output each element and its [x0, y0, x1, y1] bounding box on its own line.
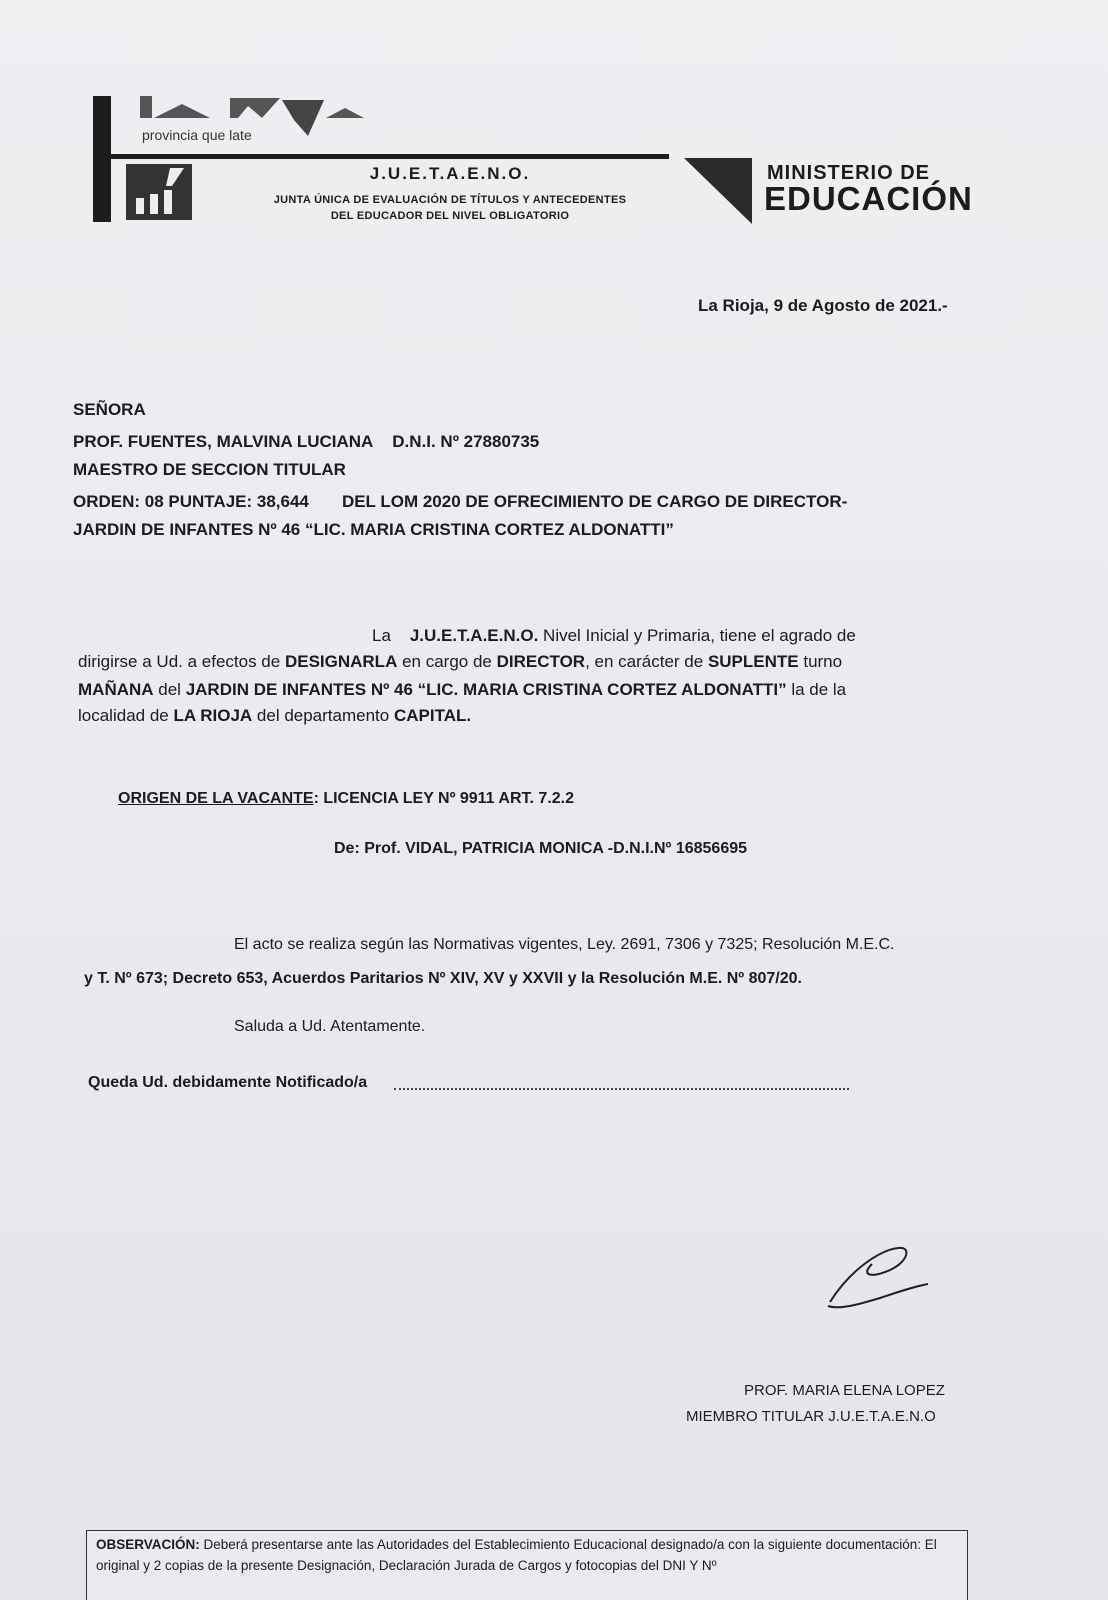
notified-label: Queda Ud. debidamente Notificado/a — [88, 1074, 368, 1091]
body-text: , en carácter de — [585, 652, 708, 671]
recipient-order: ORDEN: 08 PUNTAJE: 38,644 — [73, 492, 309, 511]
header-bar — [93, 96, 111, 222]
body-text: turno — [798, 652, 843, 671]
body-text-bold: LA RIOJA — [173, 706, 253, 725]
normative-line1: El acto se realiza según las Normativas vigentes, Ley. 2691, 7306 y 7325; Resolución M.E.C. — [234, 936, 895, 953]
recipient-name: PROF. FUENTES, MALVINA LUCIANA — [73, 432, 374, 451]
org-acronym: J.U.E.T.A.E.N.O. — [369, 164, 531, 183]
recipient-salutation: SEÑORA — [73, 400, 146, 419]
body-text: la de la — [786, 680, 847, 699]
juetaeno-emblem — [126, 164, 192, 220]
header-rule — [111, 154, 669, 159]
body-line-3 — [78, 680, 968, 700]
signatory-role: MIEMBRO TITULAR J.U.E.T.A.E.N.O — [686, 1408, 936, 1425]
body-text-bold: MAÑANA — [78, 680, 154, 699]
document-date: La Rioja, 9 de Agosto de 2021.- — [698, 296, 948, 315]
body-text: La — [372, 626, 391, 645]
org-full-name-line1: JUNTA ÚNICA DE EVALUACIÓN DE TÍTULOS Y ANTECEDENTES — [273, 194, 627, 206]
body-text-bold: J.U.E.T.A.E.N.O. — [409, 626, 539, 645]
recipient-dni: D.N.I. Nº 27880735 — [392, 432, 540, 451]
body-text: localidad de — [78, 706, 174, 725]
vacancy-from: De: Prof. VIDAL, PATRICIA MONICA -D.N.I.Nº 16856695 — [334, 840, 748, 857]
ministry-logo-shape — [684, 158, 756, 224]
body-text-bold: DESIGNARLA — [284, 652, 398, 671]
observation-label: OBSERVACIÓN: — [96, 1537, 200, 1552]
signatory-name: PROF. MARIA ELENA LOPEZ — [744, 1382, 945, 1399]
body-line-4 — [78, 706, 968, 726]
recipient-order-line — [73, 492, 847, 512]
vacancy-value: : LICENCIA LEY Nº 9911 ART. 7.2.2 — [313, 790, 575, 807]
logo-tagline: provincia que late — [142, 127, 252, 143]
observation-text — [96, 1534, 961, 1576]
recipient-school: JARDIN DE INFANTES Nº 46 “LIC. MARIA CRISTINA CORTEZ ALDONATTI” — [73, 520, 674, 539]
recipient-lom: DEL LOM 2020 DE OFRECIMIENTO DE CARGO DE DIRECTOR- — [341, 492, 848, 511]
ministry-name-line1: MINISTERIO DE — [767, 162, 931, 184]
body-text: en cargo de — [397, 652, 497, 671]
body-text-bold: JARDIN DE INFANTES Nº 46 “LIC. MARIA CRISTINA CORTEZ ALDONATTI” — [185, 680, 787, 699]
body-text: del — [153, 680, 186, 699]
body-text: Nivel Inicial y Primaria, tiene el agrado de — [538, 626, 856, 645]
body-line-1 — [372, 626, 972, 646]
body-line-2 — [78, 652, 968, 672]
body-text-bold: SUPLENTE — [707, 652, 799, 671]
body-text: del departamento — [252, 706, 394, 725]
vacancy-label: ORIGEN DE LA VACANTE — [118, 790, 314, 807]
normative-line2: y T. Nº 673; Decreto 653, Acuerdos Paritarios Nº XIV, XV y XXVII y la Resolución M.E. Nº 807/20. — [84, 970, 802, 987]
ministry-name-line2: EDUCACIÓN — [764, 180, 973, 217]
vacancy-origin — [118, 790, 574, 808]
handwritten-signature — [820, 1240, 940, 1320]
recipient-position: MAESTRO DE SECCION TITULAR — [73, 460, 346, 479]
body-text-bold: DIRECTOR — [496, 652, 586, 671]
org-full-name-line2: DEL EDUCADOR DEL NIVEL OBLIGATORIO — [330, 210, 570, 222]
body-text-bold: CAPITAL. — [393, 706, 472, 725]
signature-dotted-line — [394, 1088, 849, 1090]
observation-body: Deberá presentarse ante las Autoridades del Establecimiento Educacional designado/a con la siguiente documentación: El original y 2 copias de la presente Designación, Declaración Jurada de Cargos y fotocopias del DNI Y Nº — [96, 1537, 937, 1573]
closing-salutation: Saluda a Ud. Atentamente. — [234, 1018, 426, 1035]
body-text: dirigirse a Ud. a efectos de — [78, 652, 285, 671]
recipient-name-line — [73, 432, 539, 452]
